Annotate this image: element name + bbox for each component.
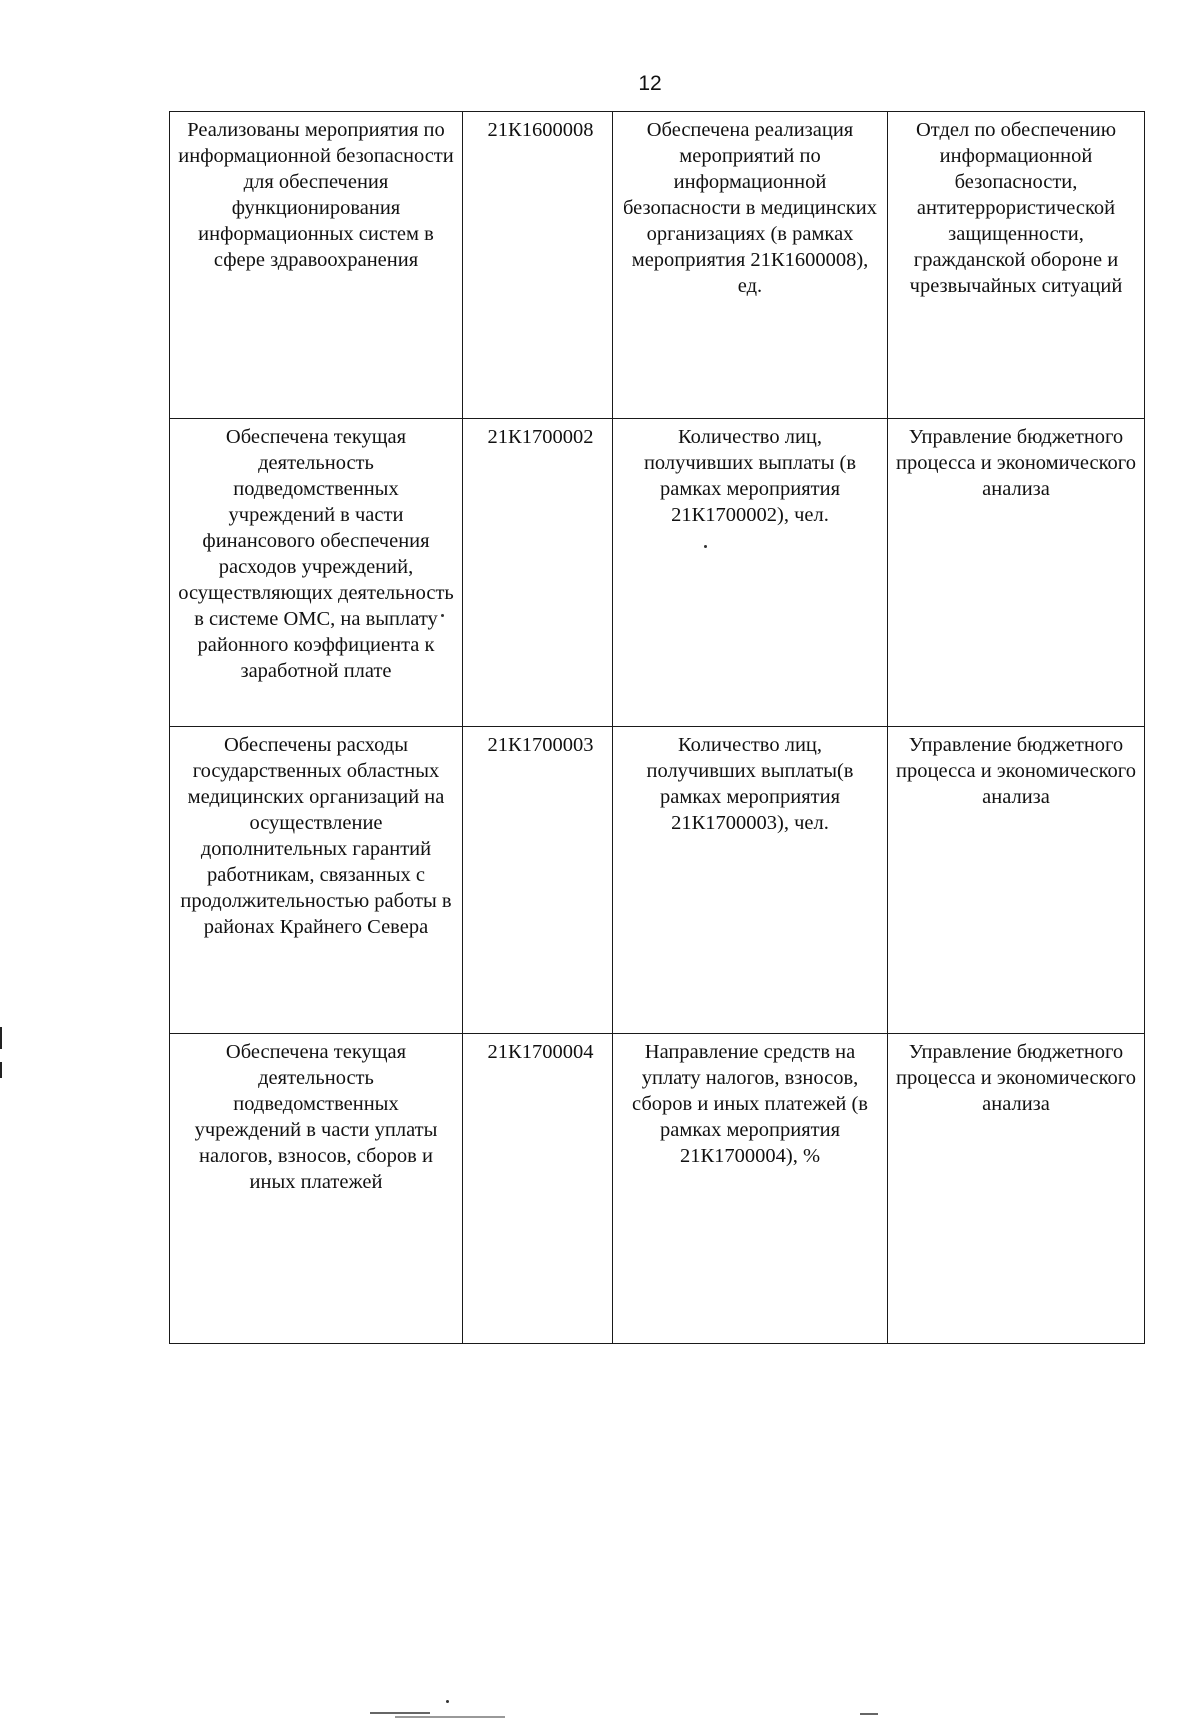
result-cell bbox=[170, 1034, 463, 1344]
scan-speck bbox=[704, 545, 707, 548]
code-text: 21К1700002 bbox=[487, 426, 594, 448]
indicator-cell bbox=[613, 727, 888, 1034]
responsible-cell bbox=[888, 112, 1145, 419]
responsible-cell bbox=[888, 727, 1145, 1034]
page-number: 12 bbox=[638, 72, 662, 95]
indicator-cell bbox=[613, 112, 888, 419]
result-text: Обеспечена текущая деятельность подведомственных учреждений в части уплаты налогов, взносов, сборов и иных платежей bbox=[194, 1041, 438, 1193]
code-cell bbox=[463, 112, 613, 419]
indicator-text: Количество лиц, получивших выплаты (в рамках мероприятия 21К1700002), чел. bbox=[643, 426, 857, 526]
indicator-cell bbox=[613, 1034, 888, 1344]
scan-footer-mark bbox=[370, 1712, 430, 1714]
indicator-text: Обеспечена реализация мероприятий по информационной безопасности в медицинских организациях (в рамках мероприятия 21К1600008), ед. bbox=[623, 119, 877, 297]
code-text: 21К1700004 bbox=[487, 1041, 594, 1063]
scan-margin-mark bbox=[0, 1062, 2, 1078]
indicator-text: Количество лиц, получивших выплаты(в рамках мероприятия 21К1700003), чел. bbox=[646, 734, 854, 834]
code-cell bbox=[463, 1034, 613, 1344]
table-row bbox=[170, 1034, 1145, 1344]
indicator-cell bbox=[613, 419, 888, 727]
responsible-text: Управление бюджетного процесса и экономического анализа bbox=[896, 426, 1136, 500]
scan-footer-mark bbox=[395, 1716, 505, 1718]
table-row bbox=[170, 112, 1145, 419]
responsible-text: Отдел по обеспечению информационной безопасности, антитеррористической защищенности, гражданской обороне и чрезвычайных ситуаций bbox=[909, 119, 1123, 297]
code-text: 21К1600008 bbox=[487, 119, 594, 141]
code-cell bbox=[463, 727, 613, 1034]
responsible-cell bbox=[888, 419, 1145, 727]
result-cell bbox=[170, 727, 463, 1034]
result-text: Обеспечены расходы государственных областных медицинских организаций на осуществление дополнительных гарантий работникам, связанных с продолжительностью работы в районах Крайнего Севера bbox=[180, 734, 452, 938]
scan-speck bbox=[446, 1700, 449, 1703]
result-cell bbox=[170, 419, 463, 727]
responsible-text: Управление бюджетного процесса и экономического анализа bbox=[896, 734, 1136, 808]
result-text: Реализованы мероприятия по информационной безопасности для обеспечения функционирования информационных систем в сфере здравоохранения bbox=[178, 119, 454, 271]
indicator-text: Направление средств на уплату налогов, взносов, сборов и иных платежей (в рамках мероприятия 21К1700004), % bbox=[632, 1041, 868, 1167]
code-text: 21К1700003 bbox=[487, 734, 594, 756]
responsible-cell bbox=[888, 1034, 1145, 1344]
table-row bbox=[170, 727, 1145, 1034]
scan-speck bbox=[441, 614, 444, 617]
scan-margin-mark bbox=[0, 1027, 2, 1049]
results-table bbox=[169, 111, 1145, 1344]
code-cell bbox=[463, 419, 613, 727]
result-cell bbox=[170, 112, 463, 419]
table-row bbox=[170, 419, 1145, 727]
scan-footer-mark bbox=[860, 1713, 878, 1715]
responsible-text: Управление бюджетного процесса и экономического анализа bbox=[896, 1041, 1136, 1115]
result-text: Обеспечена текущая деятельность подведомственных учреждений в части финансового обеспечения расходов учреждений, осуществляющих деятельность в системе ОМС, на выплату районного коэффициента к заработной плате bbox=[178, 426, 454, 682]
